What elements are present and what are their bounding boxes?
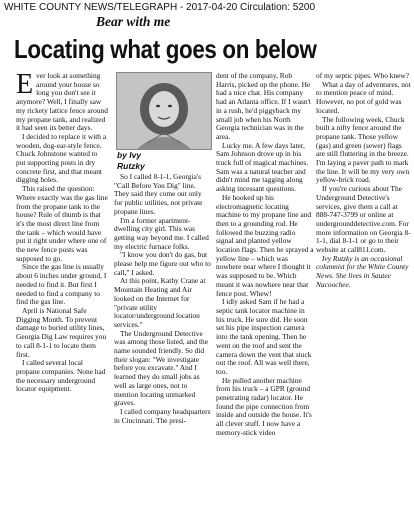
column-1 <box>16 72 108 524</box>
author-bio: Ivy Rutzky is an occasional columnist for the White County News. She lives in Sautee Nacoochee. <box>316 253 409 289</box>
paragraph: I idly asked Sam if he had a septic tank locator machine in his truck. He sure did. He soon set his pipe inspection camera into the tank opening. Then he went on the roof and sent the camera down the vent that stuck out the roof. All was well there, too. <box>216 297 312 376</box>
column-3 <box>216 72 314 524</box>
publication-header: WHITE COUNTY NEWS/TELEGRAPH - 2017-04-20 Circulation: 5200 <box>4 2 316 13</box>
byline-line: Rutzky <box>117 161 145 171</box>
paragraph: At this point, Kathy Crane at Mountain Heating and Air looked on the Internet for "private utility locator/underground location services." <box>114 276 206 329</box>
paragraph: The Underground Detective was among those listed, and the name sounded friendly. So did their slogan: "We investigate before you excavate." And I learned they do small jobs as well as large ones, not to mention locating unmarked graves. <box>114 328 209 408</box>
author-photo-image <box>117 73 211 149</box>
author-photo <box>116 72 212 150</box>
headline: Locating what goes on below <box>14 34 317 64</box>
paragraph: I'm a former apartment-dwelling city girl. This was getting way beyond me. I called my electric furnace folks. <box>114 215 209 251</box>
paragraph: of my septic pipes. Who knew? <box>316 72 410 80</box>
paragraph: Since the gas line is usually about 6 inches under ground, I needed to find it. But first I needed to find a company to find the gas line. <box>16 262 107 307</box>
paragraph: He hooked up his electromagnetic locating machine to my propane line and then to a grounding rod. He followed the buzzing radio signal and planted yellow location flags. Then he sprayed a yellow line – which was nowhere near where I thought it was supposed to be. Which meant it was nowhere near that fence post. Whew! <box>216 192 314 298</box>
dropcap: E <box>16 72 34 100</box>
paragraph: If you're curious about The Underground Detective's services, give them a call at 888-747-3799 or online at undergrounddetective.com. For more information on Georgia 8-1-1, dial 8-1-1 or go to their website at call811.com. <box>316 184 411 255</box>
byline-line: by Ivy <box>117 150 142 160</box>
paragraph: He pulled another machine from his truck – a GPR (ground penetrating radar) locator. He found the pipe connection from inside and outside the house. It's all clever stuff. I now have a memory-stick video <box>216 375 312 437</box>
paragraph: This raised the question: Where exactly was the gas line from the propane tank to the house? Rule of thumb is that it's the most direct line from the tank – which would have put it right under where one of the new fence posts was supposed to go. <box>16 184 108 263</box>
paragraph: Lucky me. A few days later, Sam Johnson drove up in his truck full of magical machines. Sam was a natural teacher and didn't mind me tagging along asking incessant questions. <box>216 140 309 194</box>
paragraph: I called company headquarters in Cincinnati. The presi- <box>114 406 211 425</box>
paragraph: The following week, Chuck built a nifty fence around the propane tank. Those yellow (gas) and green (sewer) flags are still fluttering in the breeze. I'm laying a paver path to mark the line. It will be my very own yellow-brick road. <box>316 114 410 185</box>
column-kicker: Bear with me <box>96 14 171 29</box>
paragraph: So I called 8-1-1, Georgia's "Call Before You Dig" line. They said they come out only for public utilities, not private propane lines. <box>114 173 203 216</box>
paragraph: I decided to replace it with a wooden, dog-ear-style fence. Chuck Johnstone wanted to put supporting posts in dry concrete first, and that meant digging holes. <box>16 131 107 185</box>
column-4 <box>316 72 411 524</box>
paragraph: I called several local propane companies. None had the necessary underground locator equipment. <box>16 358 106 394</box>
paragraph: "I know you don't do gas, but please help me figure out who to call," I asked. <box>114 250 211 277</box>
paragraph: dent of the company, Rob Harris, picked up the phone. He had a nice chat. His company had an Atlanta office. If I wasn't in a rush, he'd piggyback my small job when his North Georgia technician was in the area. <box>216 72 311 141</box>
paragraph: What a day of adventures, not to mention peace of mind. However, no pot of gold was located. <box>316 79 411 115</box>
column-2 <box>114 173 211 524</box>
paragraph: ver look at something around your house so long you don't see it anymore? Well, I finally saw my rickety lattice fence around my propane tank, and realized it had seen its better days. <box>16 72 108 133</box>
paragraph: April is National Safe Digging Month. To prevent damage to buried utility lines, Georgia Dig Law requires you to call 8-1-1 to locate them first. <box>16 305 107 359</box>
byline <box>117 150 207 172</box>
